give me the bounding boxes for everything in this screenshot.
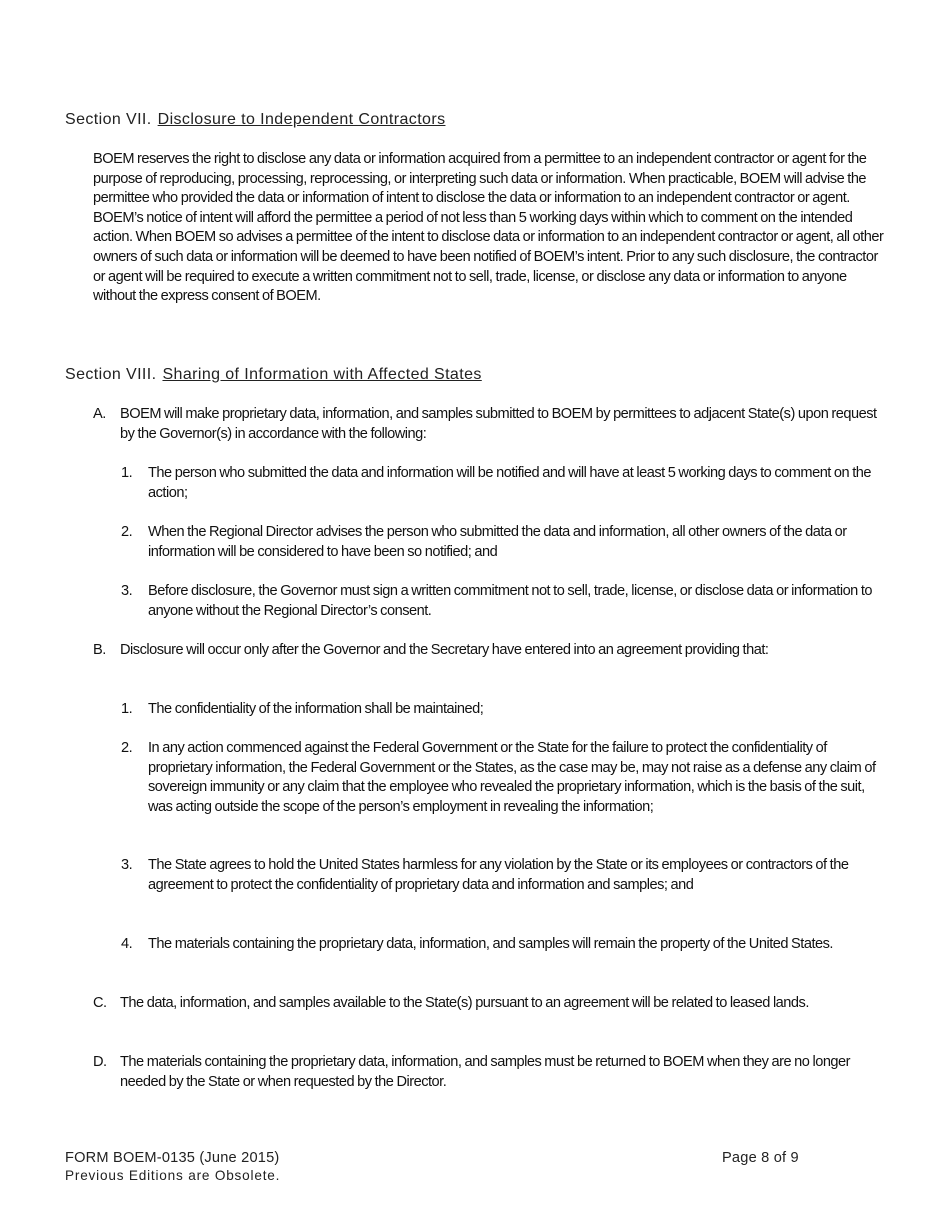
section-7-paragraph: BOEM reserves the right to disclose any data or information acquired from a permittee to an independent contractor or agent for the purpose of reproducing, processing, reprocessing, or interpreting such data or information. When practicable, BOEM will advise the permittee who provided the data or information of intent to disclose the data or information to an independent contractor or agent. BOEM’s notice of intent will afford the permittee a period of not less than 5 working days within which to comment on the intended action. When BOEM so advises a permittee of the intent to disclose data or information to an independent contractor or agent, all other owners of such data or information will be deemed to have been notified of BOEM’s intent. Prior to any such disclosure, the contractor or agent will be required to execute a written commitment not to sell, trade, license, or disclose any data or information to anyone without the express consent of BOEM. [93,151,884,305]
section-8-label: Section VIII. [65,366,157,383]
list-marker: 3. [121,583,133,599]
list-item-A3 [121,582,888,621]
list-item-B1 [121,700,888,720]
list-marker: B. [93,642,106,658]
list-item-D [93,1053,888,1092]
section-7-title: Disclosure to Independent Contractors [157,111,446,128]
list-marker: 2. [121,740,133,756]
list-marker: D. [93,1054,107,1070]
list-item-A [93,405,888,444]
form-id: FORM BOEM-0135 (June 2015) [65,1150,280,1166]
list-item-text: The materials containing the proprietary data, information, and samples must be returned to BOEM when they are no longer needed by the State or when requested by the Director. [120,1054,851,1090]
page-number: Page 8 of 9 [722,1150,799,1166]
section-8-title: Sharing of Information with Affected States [162,366,482,383]
list-marker: 4. [121,936,133,952]
list-item-B4 [121,935,888,955]
list-item-A2 [121,523,888,562]
list-item-text: The person who submitted the data and information will be notified and will have at least 5 working days to comment on the action; [148,465,871,501]
list-item-B2 [121,739,888,817]
list-item-text: In any action commenced against the Federal Government or the State for the failure to protect the confidentiality of proprietary information, the Federal Government or the States, as the case may be, may not raise as a defense any claim of sovereign immunity or any claim that the employee who revealed the proprietary information, which is the basis of the suit, was acting outside the scope of the person’s employment in revealing the information; [148,740,876,815]
list-item-text: The confidentiality of the information shall be maintained; [148,701,484,717]
list-item-B3 [121,856,888,895]
list-item-A1 [121,464,888,503]
section-7-heading [65,111,445,129]
section-7-label: Section VII. [65,111,152,128]
list-item-text: Disclosure will occur only after the Governor and the Secretary have entered into an agreement providing that: [120,642,769,658]
list-marker: 1. [121,701,133,717]
list-item-text: Before disclosure, the Governor must sign a written commitment not to sell, trade, license, or disclose data or information to anyone without the Regional Director’s consent. [148,583,873,619]
list-marker: 3. [121,857,133,873]
list-item-text: BOEM will make proprietary data, information, and samples submitted to BOEM by permittees to adjacent State(s) upon request by the Governor(s) in accordance with the following: [120,406,877,442]
list-item-text: The State agrees to hold the United States harmless for any violation by the State or its employees or contractors of the agreement to protect the confidentiality of proprietary data and information and samples; and [148,857,849,893]
section-8-heading [65,366,482,384]
list-marker: C. [93,995,107,1011]
list-item-C [93,994,888,1014]
list-item-text: The materials containing the proprietary data, information, and samples will remain the property of the United States. [148,936,833,952]
list-item-B [93,641,888,661]
list-item-text: When the Regional Director advises the person who submitted the data and information, all other owners of the data or information will be considered to have been so notified; and [148,524,847,560]
obsolete-note: Previous Editions are Obsolete. [65,1168,281,1183]
list-marker: A. [93,406,106,422]
list-marker: 1. [121,465,133,481]
list-marker: 2. [121,524,133,540]
list-item-text: The data, information, and samples available to the State(s) pursuant to an agreement will be related to leased lands. [120,995,809,1011]
